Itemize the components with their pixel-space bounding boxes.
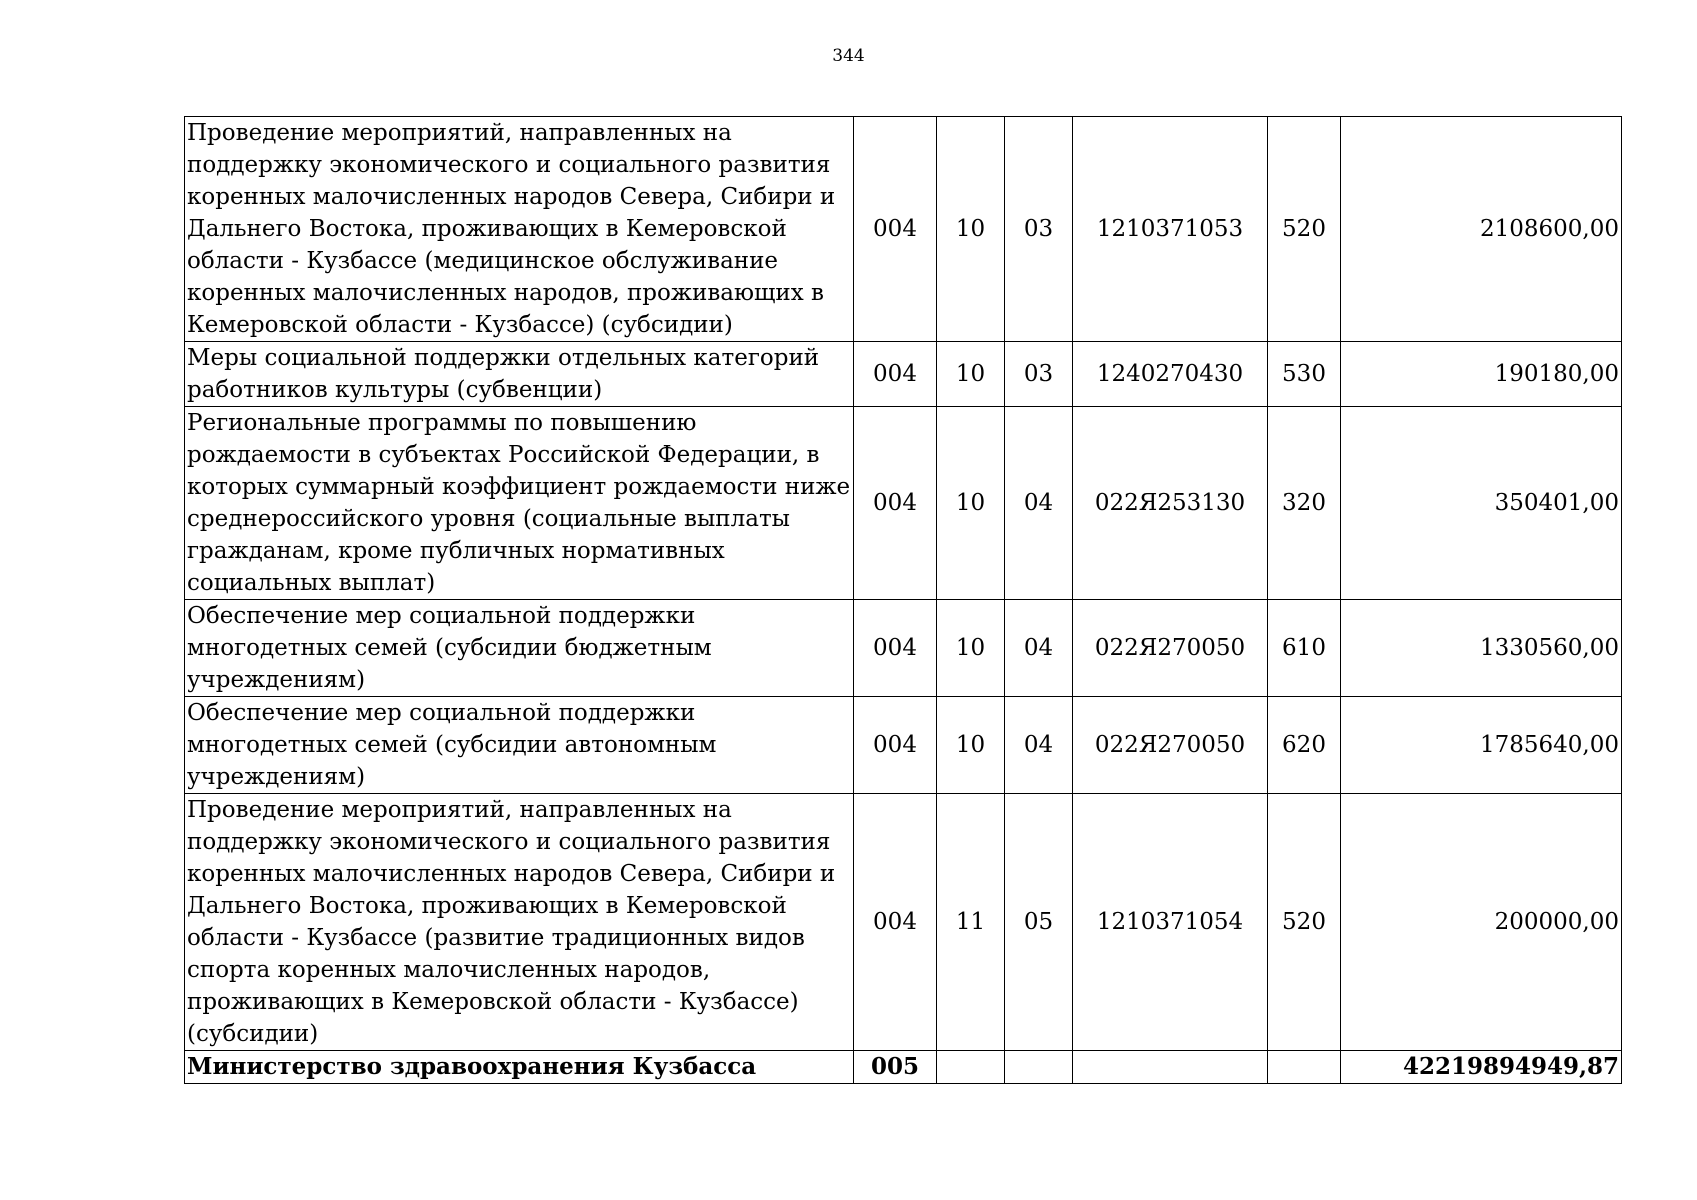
total-row-pr: [1005, 1051, 1073, 1084]
row-csr: 022Я270050: [1073, 697, 1268, 794]
row-name: Обеспечение мер социальной поддержки многодетных семей (субсидии бюджетным учреждениям): [185, 600, 854, 697]
row-ved: 004: [854, 407, 937, 600]
table-row: [185, 117, 1622, 342]
row-ved: 004: [854, 697, 937, 794]
row-pr: 04: [1005, 697, 1073, 794]
total-row-ved: 005: [854, 1051, 937, 1084]
total-row-amount: 42219894949,87: [1341, 1051, 1622, 1084]
table-row: [185, 600, 1622, 697]
row-name: Меры социальной поддержки отдельных категорий работников культуры (субвенции): [185, 342, 854, 407]
table-row: [185, 697, 1622, 794]
row-rz: 10: [937, 342, 1005, 407]
row-name: Проведение мероприятий, направленных на поддержку экономического и социального развития коренных малочисленных народов Севера, Сибири и Дальнего Востока, проживающих в Кемеровской области - Кузбассе (развитие традиционных видов спорта коренных малочисленных народов, проживающих в Кемеровской области - Кузбассе) (субсидии): [185, 794, 854, 1051]
row-ved: 004: [854, 600, 937, 697]
row-vr: 520: [1268, 117, 1341, 342]
row-vr: 520: [1268, 794, 1341, 1051]
row-ved: 004: [854, 342, 937, 407]
row-pr: 05: [1005, 794, 1073, 1051]
row-pr: 04: [1005, 407, 1073, 600]
row-rz: 10: [937, 600, 1005, 697]
row-amount: 1330560,00: [1341, 600, 1622, 697]
row-csr: 1210371054: [1073, 794, 1268, 1051]
page-number: 344: [832, 46, 865, 66]
row-pr: 03: [1005, 117, 1073, 342]
row-ved: 004: [854, 117, 937, 342]
row-csr: 022Я253130: [1073, 407, 1268, 600]
budget-table: [184, 116, 1622, 1084]
row-pr: 04: [1005, 600, 1073, 697]
row-amount: 2108600,00: [1341, 117, 1622, 342]
row-vr: 610: [1268, 600, 1341, 697]
total-row-rz: [937, 1051, 1005, 1084]
table-row: [185, 407, 1622, 600]
row-ved: 004: [854, 794, 937, 1051]
row-csr: 1240270430: [1073, 342, 1268, 407]
table-row: [185, 794, 1622, 1051]
table-row: [185, 342, 1622, 407]
total-row-vr: [1268, 1051, 1341, 1084]
row-amount: 350401,00: [1341, 407, 1622, 600]
row-amount: 200000,00: [1341, 794, 1622, 1051]
row-name: Проведение мероприятий, направленных на поддержку экономического и социального развития коренных малочисленных народов Севера, Сибири и Дальнего Востока, проживающих в Кемеровской области - Кузбассе (медицинское обслуживание коренных малочисленных народов, проживающих в Кемеровской области - Кузбассе) (субсидии): [185, 117, 854, 342]
row-name: Обеспечение мер социальной поддержки многодетных семей (субсидии автономным учреждениям): [185, 697, 854, 794]
row-name: Региональные программы по повышению рождаемости в субъектах Российской Федерации, в которых суммарный коэффициент рождаемости ниже среднероссийского уровня (социальные выплаты гражданам, кроме публичных нормативных социальных выплат): [185, 407, 854, 600]
row-vr: 530: [1268, 342, 1341, 407]
total-row-csr: [1073, 1051, 1268, 1084]
row-amount: 1785640,00: [1341, 697, 1622, 794]
row-pr: 03: [1005, 342, 1073, 407]
row-vr: 320: [1268, 407, 1341, 600]
row-rz: 10: [937, 117, 1005, 342]
row-rz: 10: [937, 697, 1005, 794]
total-row: [185, 1051, 1622, 1084]
total-row-name: Министерство здравоохранения Кузбасса: [185, 1051, 854, 1084]
row-rz: 11: [937, 794, 1005, 1051]
row-csr: 022Я270050: [1073, 600, 1268, 697]
row-amount: 190180,00: [1341, 342, 1622, 407]
row-rz: 10: [937, 407, 1005, 600]
row-csr: 1210371053: [1073, 117, 1268, 342]
row-vr: 620: [1268, 697, 1341, 794]
